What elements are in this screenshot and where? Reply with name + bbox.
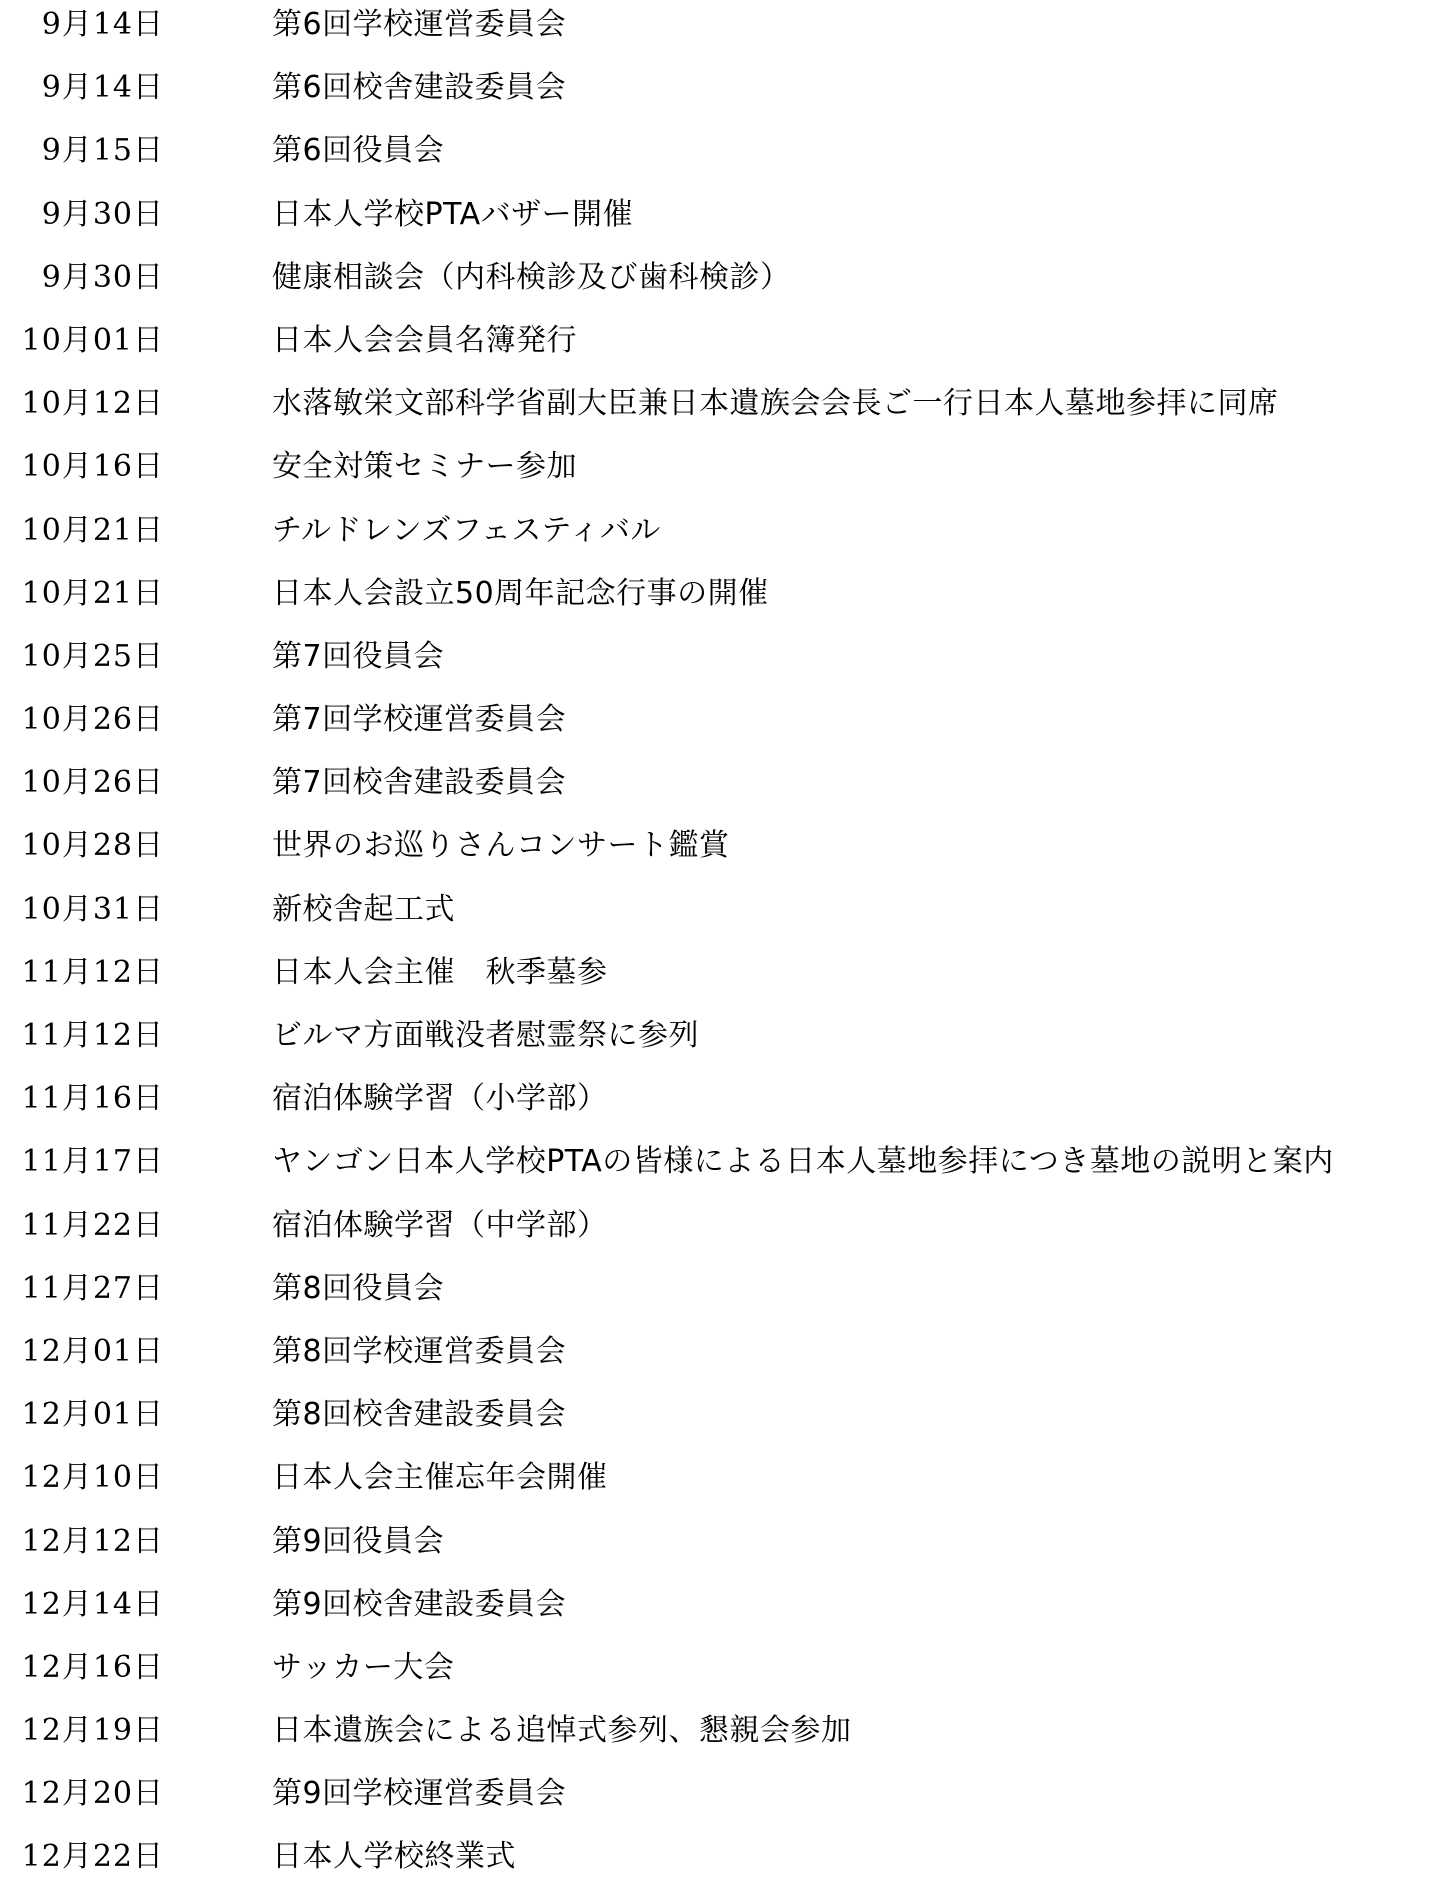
event-title: 第6回役員会 bbox=[272, 133, 445, 169]
list-item bbox=[0, 758, 1441, 821]
event-title: ビルマ方面戦没者慰霊祭に参列 bbox=[272, 1018, 699, 1053]
event-date: 12月12日 bbox=[21, 1523, 164, 1559]
event-title: 第6回学校運営委員会 bbox=[272, 7, 567, 42]
event-title: 日本人会主催忘年会開催 bbox=[272, 1460, 608, 1496]
event-title: チルドレンズフェスティバル bbox=[272, 512, 661, 548]
event-date: 12月16日 bbox=[21, 1649, 164, 1685]
list-item bbox=[0, 126, 1441, 189]
event-date: 12月01日 bbox=[21, 1397, 164, 1433]
list-item bbox=[0, 379, 1441, 442]
event-date: 12月20日 bbox=[21, 1776, 164, 1812]
list-item bbox=[0, 253, 1441, 316]
event-title: 日本人会設立50周年記念行事の開催 bbox=[272, 575, 769, 611]
event-title: 第9回学校運営委員会 bbox=[272, 1776, 567, 1812]
list-item bbox=[0, 695, 1441, 758]
event-date: 10月21日 bbox=[21, 512, 164, 548]
event-date: 10月28日 bbox=[21, 828, 164, 864]
list-item bbox=[0, 316, 1441, 379]
event-title: 水落敏栄文部科学省副大臣兼日本遺族会会長ご一行日本人墓地参拝に同席 bbox=[272, 386, 1279, 422]
event-date: 10月31日 bbox=[21, 891, 164, 927]
list-item bbox=[0, 1137, 1441, 1200]
list-item bbox=[0, 1011, 1441, 1074]
event-title: 第7回学校運営委員会 bbox=[272, 702, 567, 738]
event-title: 日本人会主催 秋季墓参 bbox=[272, 954, 608, 990]
event-title: 日本遺族会による追悼式参列、懇親会参加 bbox=[272, 1713, 852, 1749]
event-date: 10月12日 bbox=[21, 386, 164, 422]
event-date: 12月22日 bbox=[21, 1839, 164, 1875]
event-title: 日本人会会員名簿発行 bbox=[272, 322, 577, 358]
event-title: サッカー大会 bbox=[272, 1649, 455, 1685]
list-item bbox=[0, 569, 1441, 632]
event-title: 第9回校舎建設委員会 bbox=[272, 1586, 567, 1622]
event-date: 11月12日 bbox=[21, 1018, 164, 1053]
event-date: 9月30日 bbox=[41, 196, 164, 232]
list-item bbox=[0, 63, 1441, 126]
event-title: 第7回役員会 bbox=[272, 638, 445, 674]
event-title: 第7回校舎建設委員会 bbox=[272, 765, 567, 801]
list-item bbox=[0, 1264, 1441, 1327]
list-item bbox=[0, 821, 1441, 884]
event-date: 9月15日 bbox=[41, 133, 164, 169]
event-title: 安全対策セミナー参加 bbox=[272, 449, 577, 485]
event-date: 12月14日 bbox=[21, 1586, 164, 1622]
list-item bbox=[0, 1453, 1441, 1516]
event-date: 9月14日 bbox=[41, 70, 164, 106]
event-date: 12月10日 bbox=[21, 1460, 164, 1496]
event-date: 10月25日 bbox=[21, 638, 164, 674]
event-title: 宿泊体験学習（中学部） bbox=[272, 1207, 608, 1243]
event-title: 日本人学校PTAバザー開催 bbox=[272, 196, 634, 232]
event-date: 11月27日 bbox=[21, 1270, 164, 1306]
list-item bbox=[0, 632, 1441, 695]
event-date: 11月16日 bbox=[21, 1081, 164, 1117]
event-date: 9月30日 bbox=[41, 259, 164, 295]
list-item bbox=[0, 442, 1441, 505]
event-title: 第8回役員会 bbox=[272, 1270, 445, 1306]
event-title: 第9回役員会 bbox=[272, 1523, 445, 1559]
list-item bbox=[0, 0, 1441, 63]
event-title: 日本人学校終業式 bbox=[272, 1839, 516, 1875]
event-title: 第8回学校運営委員会 bbox=[272, 1333, 567, 1369]
list-item bbox=[0, 1643, 1441, 1706]
list-item bbox=[0, 1390, 1441, 1453]
event-title: ヤンゴン日本人学校PTAの皆様による日本人墓地参拝につき墓地の説明と案内 bbox=[272, 1144, 1334, 1180]
event-title: 宿泊体験学習（小学部） bbox=[272, 1081, 608, 1117]
list-item bbox=[0, 190, 1441, 253]
event-date: 10月21日 bbox=[21, 575, 164, 611]
event-date: 10月26日 bbox=[21, 765, 164, 801]
list-item bbox=[0, 1327, 1441, 1390]
list-item bbox=[0, 1074, 1441, 1137]
event-title: 健康相談会（内科検診及び歯科検診） bbox=[272, 259, 791, 295]
event-date: 10月16日 bbox=[21, 449, 164, 485]
event-date: 9月14日 bbox=[41, 7, 164, 42]
event-title: 新校舎起工式 bbox=[272, 891, 455, 927]
list-item bbox=[0, 1706, 1441, 1769]
event-date: 10月26日 bbox=[21, 702, 164, 738]
event-date: 11月12日 bbox=[21, 954, 164, 990]
event-date: 10月01日 bbox=[21, 322, 164, 358]
event-title: 第8回校舎建設委員会 bbox=[272, 1397, 567, 1433]
event-title: 第6回校舎建設委員会 bbox=[272, 70, 567, 106]
event-date: 11月22日 bbox=[21, 1207, 164, 1243]
event-title: 世界のお巡りさんコンサート鑑賞 bbox=[272, 828, 730, 864]
list-item bbox=[0, 1769, 1441, 1832]
event-date: 12月19日 bbox=[21, 1713, 164, 1749]
list-item bbox=[0, 506, 1441, 569]
list-item bbox=[0, 885, 1441, 948]
list-item bbox=[0, 1517, 1441, 1580]
event-date: 12月01日 bbox=[21, 1333, 164, 1369]
event-date: 11月17日 bbox=[21, 1144, 164, 1180]
list-item bbox=[0, 948, 1441, 1011]
list-item bbox=[0, 1580, 1441, 1643]
list-item bbox=[0, 1201, 1441, 1264]
list-item bbox=[0, 1832, 1441, 1895]
